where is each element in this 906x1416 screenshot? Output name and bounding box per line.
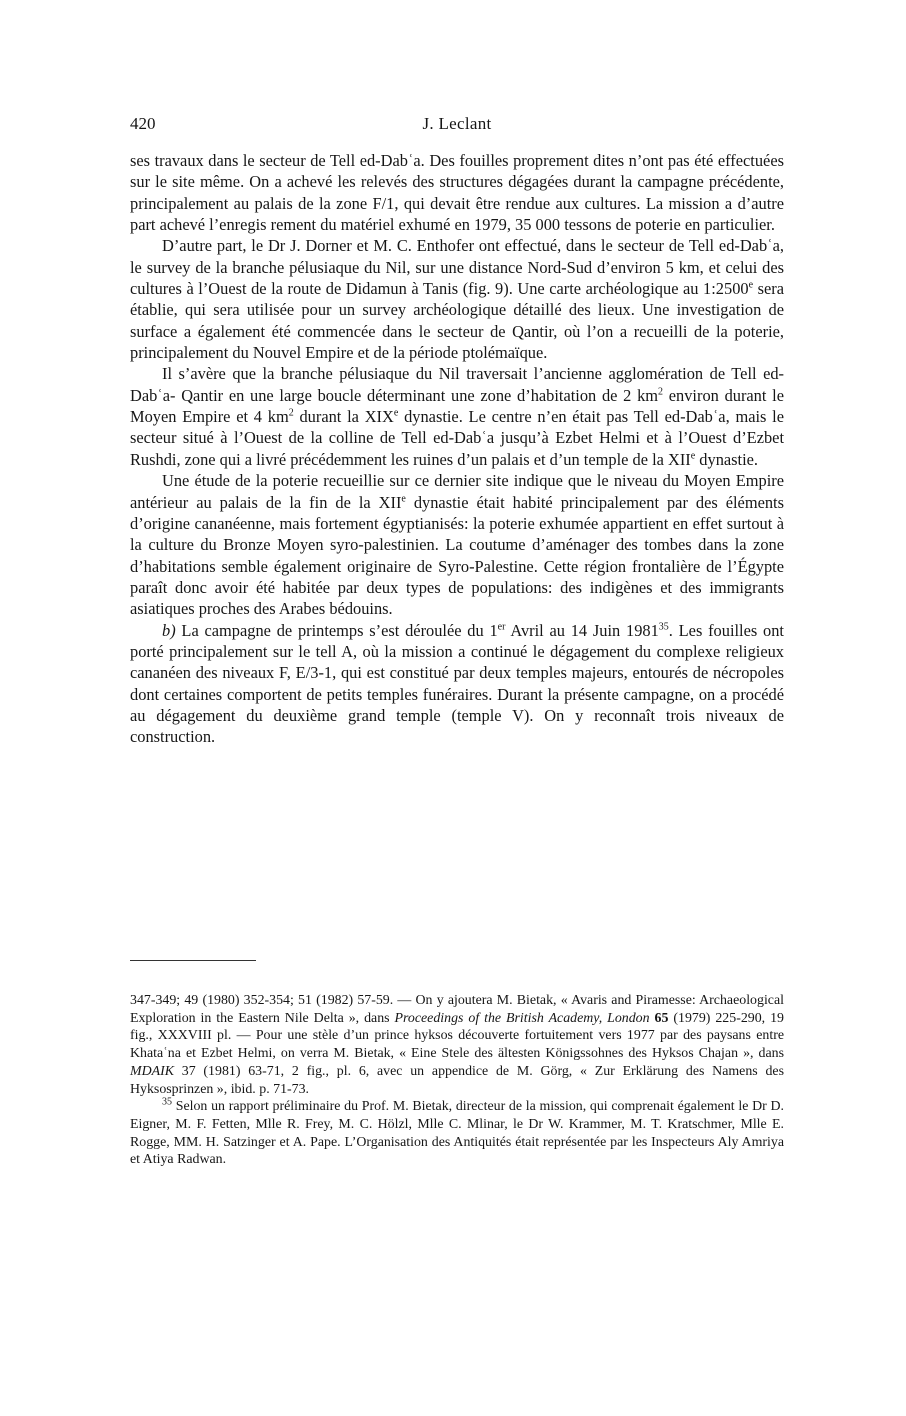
superscript: e: [690, 450, 696, 462]
footnote-continued: 347-349; 49 (1980) 352-354; 51 (1982) 57-59. — On y ajoutera M. Bietak, « Avaris and Piramesse: Archaeological Exploration in the Eastern Nile Delta », dans Proceedings of the British Academy, London 65 (1979) 225-290, 19 fig., XXXVIII pl. — Pour une stèle d’un prince hyksos découverte fortuitement vers 1977 par des paysans entre Khataʿna et Ezbet Helmi, on verra M. Bietak, « Eine Stele des ältesten Königssohnes des Hyksos Chajan », dans MDAIK 37 (1981) 63-71, 2 fig., pl. 6, avec un appendice de M. Görg, « Zur Erklärung des Namens des Hyksosprinzen », ibid. p. 71-73.: [130, 993, 784, 1097]
paragraph-5: b) La campagne de printemps s’est déroulée du 1er Avril au 14 Juin 1981$^{35}$. Les fouilles ont porté principalement sur le tell A, où la mission a continué le dégagement du complexe religieux cananéen des niveaux F, E/3-1, qui est constitué par deux temples majeurs, entourés de nécropoles dont certaines comportent de petits temples funéraires. Durant la présente campagne, on a procédé au dégagement du deuxième grand temple (temple V). On y reconnaît trois niveaux de construction.: [130, 620, 784, 747]
page-number: 420: [130, 114, 156, 133]
paragraph-2: D’autre part, le Dr J. Dorner et M. C. Enthofer ont effectué, dans le secteur de Tell ed-Dabʿa, le survey de la branche pélusiaque du Nil, sur une distance Nord-Sud d’environ 5 km, et celui des cultures à l’Ouest de la route de Didamun à Tanis (fig. 9). Une carte archéologique au 1:2500e sera établie, qui sera utilisée pour un survey archéologique détaillé des lieux. Une investigation de surface a également été commencée dans le secteur de Qantir, où l’on a recueilli de la poterie, principalement du Nouvel Empire et de la période ptolémaïque.: [130, 236, 784, 363]
superscript: 2: [658, 386, 664, 398]
page-header: [130, 114, 784, 138]
paragraph-4: Une étude de la poterie recueillie sur ce dernier site indique que le niveau du Moyen Empire antérieur au palais de la fin de la XIIe dynastie était habité principalement par des éléments d’origine cananéenne, mais fortement égyptianisés: la poterie exhumée appartient en effet surtout à la culture du Bronze Moyen syro-palestinien. La coutume d’aménager des tombes dans la zone d’habitations semble également originaire de Syro-Palestine. Cette région frontalière de l’Égypte paraît donc avoir été habitée par deux types de populations: des indigènes et des immigrants asiatiques proches des Arabes bédouins.: [130, 471, 784, 619]
running-head: J. Leclant: [422, 114, 492, 133]
footnote-35: $^{35}$ Selon un rapport préliminaire du Prof. M. Bietak, directeur de la mission, qui comprenait également le Dr D. Eigner, M. F. Fetten, Mlle R. Frey, M. C. Hölzl, Mlle C. Mlinar, le Dr W. Krammer, M. T. Kratschmer, Mlle E. Rogge, MM. H. Satzinger et A. Pape. L’Organisation des Antiquités était représentée par les Inspecteurs Aly Amriya et Atiya Radwan.: [130, 1096, 784, 1168]
volume-number: 65: [654, 1010, 669, 1026]
item-label: b): [162, 620, 176, 640]
superscript: er: [497, 621, 506, 633]
superscript: e: [401, 493, 406, 505]
superscript: e: [393, 407, 399, 419]
superscript: e: [748, 279, 754, 291]
footnote-ref-35[interactable]: 35: [658, 621, 669, 633]
footnotes: [130, 992, 784, 1169]
paragraph-3: Il s’avère que la branche pélusiaque du Nil traversait l’ancienne agglomération de Tell ed-Dabʿa- Qantir en une large boucle déterminant une zone d’habitation de 2 $km^2$ environ durant le Moyen Empire et 4 $km^2$ durant la XIXe dynastie. Le centre n’en était pas Tell ed-Dabʿa, mais le secteur situé à l’Ouest de la colline de Tell ed-Dabʿa jusqu’à Ezbet Helmi et à l’Ouest d’Ezbet Rushdi, zone qui a livré précédemment les ruines d’un palais et d’un temple de la XIIe dynastie.: [130, 364, 784, 469]
superscript: 2: [288, 407, 294, 419]
body-text: [130, 150, 784, 748]
footnote-number: 35: [162, 1096, 172, 1108]
footnote-divider: [130, 960, 256, 961]
italic-title: Proceedings of the British Academy, London: [394, 1010, 650, 1026]
italic-title: MDAIK: [130, 1063, 174, 1079]
paragraph-1: ses travaux dans le secteur de Tell ed-Dabʿa. Des fouilles proprement dites n’ont pas été effectuées sur le site même. On a achevé les relevés des structures dégagées durant la campagne précédente, principalement au palais de la zone F/1, qui devait être rendue aux cultures. La mission a d’autre part achevé l’enregis rement du matériel exhumé en 1979, 35 000 tessons de poterie en particulier.: [130, 151, 784, 235]
